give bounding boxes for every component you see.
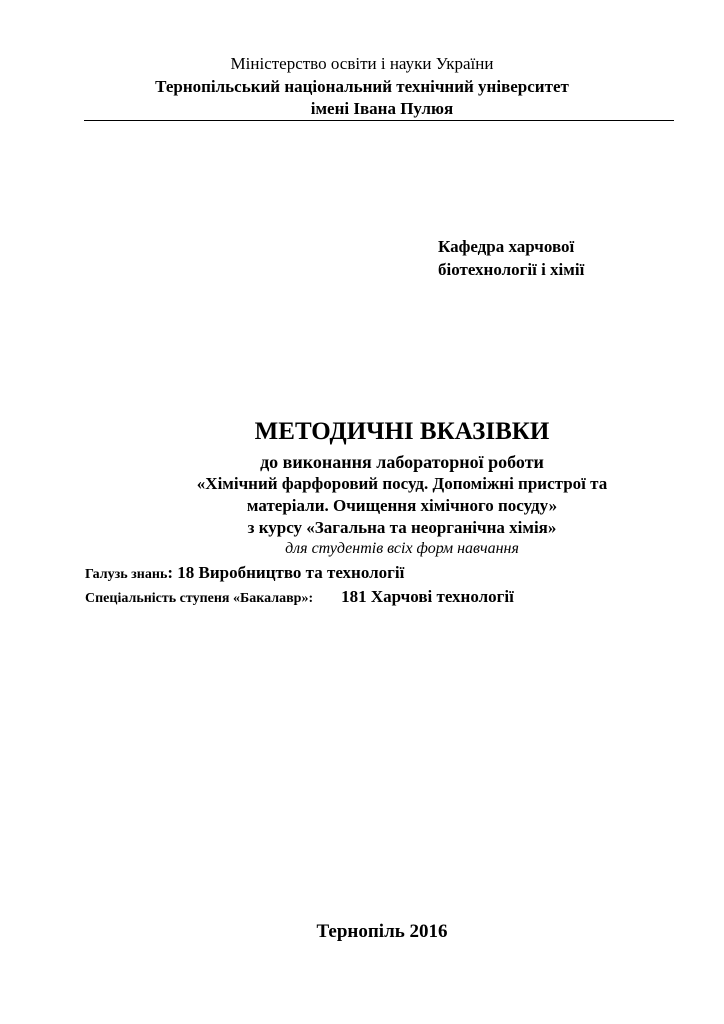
specialty-value: 181 Харчові технології <box>341 587 514 606</box>
header-divider <box>84 120 674 121</box>
department-line-2: біотехнології і хімії <box>438 260 585 279</box>
subtitle-line-4: з курсу «Загальна та неорганічна хімія» <box>247 518 557 537</box>
city-year: Тернопіль 2016 <box>316 921 448 942</box>
field-value: : 18 Виробництво та технології <box>167 563 405 582</box>
field-of-knowledge <box>85 564 404 582</box>
field-label: Галузь знань <box>85 567 168 582</box>
department-line-1: Кафедра харчової <box>438 237 575 256</box>
subtitle-line-3: матеріали. Очищення хімічного посуду» <box>246 496 558 515</box>
specialty-label: Спеціальність ступеня «Бакалавр»: <box>85 591 314 606</box>
document-title: МЕТОДИЧНІ ВКАЗІВКИ <box>254 418 550 445</box>
subtitle-line-2: «Хімічний фарфоровий посуд. Допоміжні пристрої та <box>196 474 608 493</box>
audience-note: для студентів всіх форм навчання <box>285 540 519 557</box>
university-named-after: імені Івана Пулюя <box>310 99 454 118</box>
subtitle-line-1: до виконання лабораторної роботи <box>260 452 544 472</box>
ministry-name: Міністерство освіти і науки України <box>230 54 494 73</box>
university-name: Тернопільський національний технічний університет <box>155 77 569 96</box>
specialty <box>85 588 514 606</box>
